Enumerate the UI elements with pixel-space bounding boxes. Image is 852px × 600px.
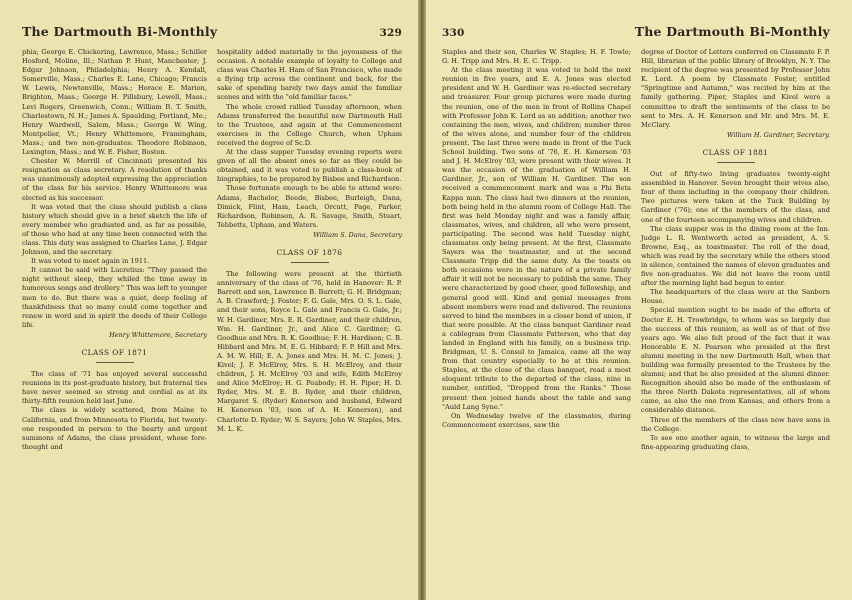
paragraph: Those fortunate enough to be able to attend were: Adams, Bachelor, Beede, Bisbee, Burleigh, Dana, Dimick, Flint, Ham, Leach, Orcutt, Page, Parker, Richardson, Robinson, A. R. Savage, Smith, Stuart, Tebbetts, Upham, and Waters. — [217, 184, 402, 229]
paragraph: At the class meeting it was voted to hold the next reunion in five years, and E. A. Jones was elected president and W. H. Gardiner was re-elected secretary and treasurer. Four group pictures were made during the reunion, one of the men in front of Rollins Chapel with Professor John K. Lord as an addition; another two containing the men, wives, and children; number three of the wives alone, and number four of the children present. The last three were made in front of the Tuck School building. Two sons of '76, E. H. Kenerson '03 and J. H. McElroy '03, were present with their wives. It was the occasion of the graduation of William H. Gardiner, Jr., son of William H. Gardiner. The son received a commencement mark and was a Phi Beta Kappa man. The class had two dinners at the reunion, both being held in the alumni room of College Hall. The first was held Monday night and was a family affair, classmates, wives, and children, all who were present, participating. The second was held Tuesday night, classmates only being present. At the first, Classmate Sayers was the toastmaster, and at the second Classmate Tripp did the same duty. As the toasts on both occasions were in the nature of a private family affair it will not be necessary to publish the same. They were characterized by good cheer, good fellowship, and general good will. Kind and genial messages from absent members were read and delivered. The reunions served to bind the members in a closer bond of union, if that were possible. At the class banquet Gardiner read a cablegram from Classmate Patterson, who that day landed in England with his family, on a business trip. Bridgman, U. S. Consul to Jamaica, came all the way from that country especially to be at this reunion. Staples, at the close of the class banquet, read a most eloquent tribute to the departed of the class, nine in number, entitled, "Dropped from the Ranks." Those present then joined hands about the table and sang "Auld Lang Syne." — [442, 66, 631, 411]
left-page-header — [22, 24, 402, 39]
class-heading-1871: CLASS OF 1871 — [81, 348, 148, 357]
paragraph: Three of the members of the class now have sons in the College. — [641, 415, 830, 433]
left-page-title: The Dartmouth Bi-Monthly — [22, 24, 218, 39]
right-page-columns — [442, 48, 830, 452]
left-page-columns — [22, 48, 402, 452]
paragraph: Out of fifty-two living graduates twenty-eight assembled in Hanover. Seven brought their wives also, four of them including in the company their children. Two pictures were taken at the Tuck Building by Gardiner ('76); one of the members of the class, and one of the fourteen accompanying wives and children. — [641, 170, 830, 224]
heading-rule — [717, 162, 755, 163]
class-heading-1881: CLASS OF 1881 — [702, 147, 769, 157]
paragraph: Special mention ought to be made of the efforts of Doctor E. H. Trowbridge, to whom was so largely due the success of this reunion, as well as of that of five years ago. We also felt proud of the fact that it was Honorable E. N. Pearson who presided at the first alumni meeting in the new Dartmouth Hall, when that building was formally presented to the Trustees by the alumni; and that he also presided at the alumni dinner. Recognition should also be made of the enthusiasm of the three North Dakota representatives, all of whom came, as also the one from Kansas, and others from a considerable distance. — [641, 306, 830, 415]
left-page-number: 329 — [379, 27, 402, 39]
paragraph: The headquarters of the class were at the Sanborn House. — [641, 288, 830, 306]
right-page-title: The Dartmouth Bi-Monthly — [634, 24, 830, 39]
secretary-signature: Henry Whittemore, Secretary — [109, 330, 207, 339]
right-column-1 — [442, 48, 631, 452]
paragraph: The whole crowd rallied Tuesday afternoon, when Adams transferred the beautiful new Dartmouth Hall to the Trustees, and again at the Commencement exercises in the College Church, when Upham received the degree of Sc.D. — [217, 102, 402, 147]
heading-rule — [291, 262, 329, 263]
class-heading-1876: CLASS OF 1876 — [276, 247, 343, 257]
page-gutter — [418, 0, 426, 600]
left-page — [0, 0, 418, 600]
paragraph: It cannot be said with Lucretius: "They passed the night without sleep, they whiled the time away in humorous songs and drollery." This was left to younger men to do. But there was a quiet, deep feeling of thankfulness that so many could come together and renew in word and in spirit the deeds of their College life. — [22, 266, 207, 329]
paragraph: It was voted to meet again in 1911. — [31, 257, 150, 266]
paragraph: At the class supper Tuesday evening reports were given of all the absent ones so far as they could be obtained, and it was voted to publish a class-book of biographies, to be prepared by Bisbee and Richardson. — [217, 148, 402, 184]
right-page-number: 330 — [442, 27, 465, 39]
paragraph: Staples and their son, Charles W. Staples; H. F. Towle; G. H. Tripp and Mrs. H. E. C. Tripp. — [442, 48, 631, 66]
paragraph: degree of Doctor of Letters conferred on Classmate F. P. Hill, librarian of the public library of Brooklyn, N. Y. The recipient of the degree was presented by Professor John K. Lord. A poem by Classmate Foster, entitled "Springtime and Autumn," was recited by him at the family gathering. Piper, Staples and Kivel were a committee to draft the sentiments of the class to be sent to Mrs. A. H. Kenerson and Mr. and Mrs. M. E. McClary. — [641, 48, 830, 129]
paragraph: hospitality added materially to the joyousness of the occasion. A notable example of loyalty to College and class was Charles H. Ham of San Francisco, who made a flying trip across the continent and back, for the sake of spending barely two days amid the familiar scenes and with the "old familiar faces." — [217, 48, 402, 102]
paragraph: Chester W. Merrill of Cincinnati presented his resignation as class secretary. A resolution of thanks was unanimously adopted expressing the appreciation of the class for his service. Henry Whittemore was elected as his successor. — [22, 157, 207, 202]
secretary-signature: William S. Dana, Secretary — [313, 230, 402, 239]
paragraph: It was voted that the class should publish a class history which should give in a brief sketch the life of every member who graduated and, as far as possible, of those who had at any time been connected with the class. This duty was assigned to Charles Lane, J. Edgar Johnson, and the secretary. — [22, 202, 207, 257]
secretary-signature: William H. Gardiner, Secretary. — [726, 130, 830, 139]
right-page — [426, 0, 852, 600]
right-column-2 — [641, 48, 830, 452]
left-column-2 — [217, 48, 402, 452]
paragraph: phia; George E. Chickering, Lawrence, Mass.; Schiller Hosford, Moline, Ill.; Nathan P. Hunt, Manchester; J. Edgar Johnson, Philadelphia; Henry A. Kendall, Somerville, Mass.; Charles E. Lane, Chicago; Francis W. Lewis, Newtonville, Mass.; Horace E. Marion, Brighton, Mass.; George H. Pillsbury, Lowell, Mass.; Levi Rogers, Greenwich, Conn.; William B. T. Smith, Charlestown, N. H.; James A. Spaulding, Portland, Me.; Henry Wardwell, Salem, Mass.; George W. Wing, Montpelier, Vt.; Henry Whittemore, Framingham, Mass.; and two non-graduates: Theodore Robinson, Lexington, Mass.; and W. E. Fisher, Boston. — [22, 48, 207, 157]
paragraph: The class is widely scattered, from Maine to California, and from Minnesota to Florida, but twenty-one responded in person to the hearty and urgent summons of Adams, the class president, whose fore-thought and — [22, 406, 207, 451]
left-column-1 — [22, 48, 207, 452]
paragraph: The class of '71 has enjoyed several successful reunions in its post-graduate history, but fraternal ties have never seemed so strong and cordial as at its thirty-fifth reunion held last June. — [22, 370, 207, 406]
right-page-header — [442, 24, 830, 39]
heading-rule — [96, 362, 134, 363]
paragraph: To see one another again, to witness the large and fine-appearing graduating class, — [641, 433, 830, 451]
paragraph: The class supper was in the dining room at the Inn. Judge L. R. Wentworth acted as president, A. S. Browne, Esq., as toastmaster. The roll of the dead, which was read by the secretary while the others stood in silence, contained the names of eleven graduates and five non-graduates. We did not leave the room until after the morning light had begun to enter. — [641, 224, 830, 288]
paragraph: On Wednesday twelve of the classmates, during Commencement exercises, saw the — [442, 411, 631, 429]
paragraph: The following were present at the thirtieth anniversary of the class of '76, held in Hanover: R. P. Barrett and son, Lawrence B. Barrett; G. H. Bridgman; A. B. Crawford; J. Foster; F. G. Gale, Mrs. O. S. L. Gale, and their sons, Royce L. Gale and Francis G. Gale, Jr.; W. H. Gardiner, Mrs. E. R. Gardiner, and their children, Wm. H. Gardiner, Jr., and Alice C. Gardiner; G. Goodhue and Mrs. R. K. Goodhue; F. H. Hardison; C. B. Hibbard and Mrs. M. E. G. Hibbard; F. P. Hill and Mrs. A. M. W. Hill; E. A. Jones and Mrs. H. M. C. Jones; J. Kivel; J. F. McElroy, Mrs. S. H. McElroy, and their children, J. H. McElroy '03 and wife, Edith McElroy and Alice McElroy; H. G. Peabody; H. H. Piper; H. D. Ryder, Mrs. M. E. B. Ryder, and their children, Margaret S. (Ryder) Kenerson and husband, Edward H. Kenerson '03, (son of A. H. Kenerson), and Charlotte D. Ryder; W. S. Sayers; John W. Staples, Mrs. M. L. K. — [217, 270, 403, 433]
